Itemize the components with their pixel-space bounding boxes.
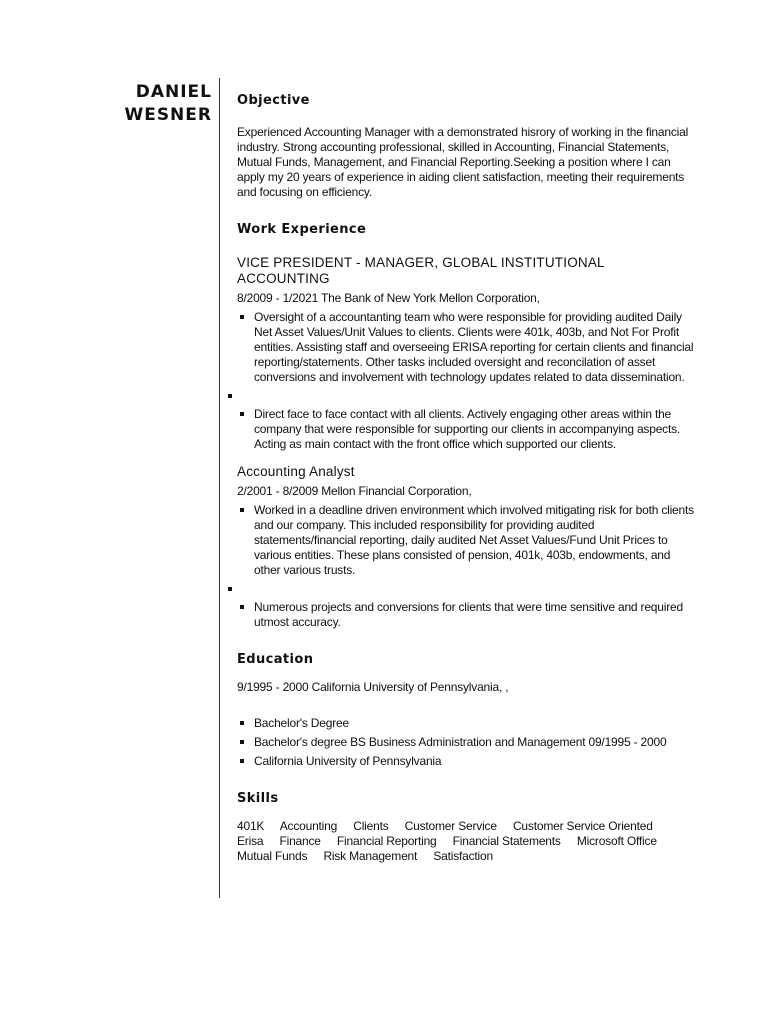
education-bullets — [237, 716, 697, 769]
last-name: WESNER — [124, 105, 212, 125]
work-experience-heading: Work Experience — [237, 222, 367, 237]
skills-heading: Skills — [237, 791, 279, 806]
job-title: Accounting Analyst — [237, 464, 355, 479]
skill-item: Erisa — [237, 834, 264, 848]
list-item: Direct face to face contact with all clients. Actively engaging other areas within the company that were responsible for supporting our clients in accompanying aspects. Acting as main contact with the front office which supported our clients. — [237, 407, 697, 452]
empty-bullet — [237, 581, 697, 596]
skill-item: Microsoft Office — [576, 834, 657, 848]
education-heading: Education — [237, 652, 314, 667]
skill-item: Risk Management — [323, 849, 418, 863]
skill-item: Mutual Funds — [237, 849, 308, 863]
divider-line — [219, 78, 220, 898]
empty-bullet — [237, 388, 697, 403]
list-item: Oversight of a accountanting team who were responsible for providing audited Daily Net Asset Values/Unit Values to clients. Clients were 401k, 403b, and Not For Profit entities. Assisting staff and overseeing ERISA reporting for certain clients and financial reporting/statements. Other tasks included oversight and reconcilation of asset conversions and involvement with technology updates related to data dissemination. — [237, 310, 697, 385]
list-item: California University of Pennsylvania — [237, 754, 697, 769]
education-line: 9/1995 - 2000 California University of Pennsylvania, , — [237, 680, 509, 694]
resume-body — [237, 93, 697, 864]
skill-item: Customer Service — [404, 819, 497, 833]
skills-row — [237, 834, 697, 849]
objective-text: Experienced Accounting Manager with a demonstrated hisrory of working in the financial industry. Strong accounting professional, skilled in Accounting, Financial Statements, Mutual Funds, Management, and Financial Reporting.Seeking a position where I can apply my 20 years of experience in aiding client satisfaction, meeting their requirements and focusing on efficiency. — [237, 125, 689, 199]
list-item: Bachelor's degree BS Business Administration and Management 09/1995 - 2000 — [237, 735, 697, 750]
job-bullets — [237, 407, 697, 452]
job-dates-company: 2/2001 - 8/2009 Mellon Financial Corporation, — [237, 484, 472, 498]
job-entry — [237, 464, 697, 630]
skills-row — [237, 849, 697, 864]
skill-item: Customer Service Oriented — [512, 819, 653, 833]
job-title: VICE PRESIDENT - MANAGER, GLOBAL INSTITUTIONAL ACCOUNTING — [237, 255, 605, 286]
skill-item: Financial Reporting — [336, 834, 437, 848]
job-entry — [237, 255, 697, 452]
skill-item: Accounting — [279, 819, 338, 833]
first-name: DANIEL — [135, 82, 212, 102]
list-item: Numerous projects and conversions for clients that were time sensitive and required utmost accuracy. — [237, 600, 697, 630]
skills-list — [237, 819, 697, 864]
skill-item: Finance — [279, 834, 321, 848]
job-bullets — [237, 310, 697, 385]
list-item: Worked in a deadline driven environment which involved mitigating risk for both clients and our company. This included responsibility for providing audited statements/financial reporting, daily audited Net Asset Values/Fund Unit Prices to various entities. These plans consisted of pension, 401k, 403b, endowments, and other various trusts. — [237, 503, 697, 578]
skills-row — [237, 819, 697, 834]
skill-item: Financial Statements — [452, 834, 561, 848]
skill-item: Clients — [353, 819, 389, 833]
job-bullets — [237, 600, 697, 630]
list-item: Bachelor's Degree — [237, 716, 697, 731]
job-dates-company: 8/2009 - 1/2021 The Bank of New York Mellon Corporation, — [237, 291, 540, 305]
skill-item: 401K — [237, 819, 265, 833]
job-bullets — [237, 503, 697, 578]
skill-item: Satisfaction — [433, 849, 493, 863]
candidate-name — [124, 81, 212, 127]
objective-heading: Objective — [237, 93, 310, 108]
